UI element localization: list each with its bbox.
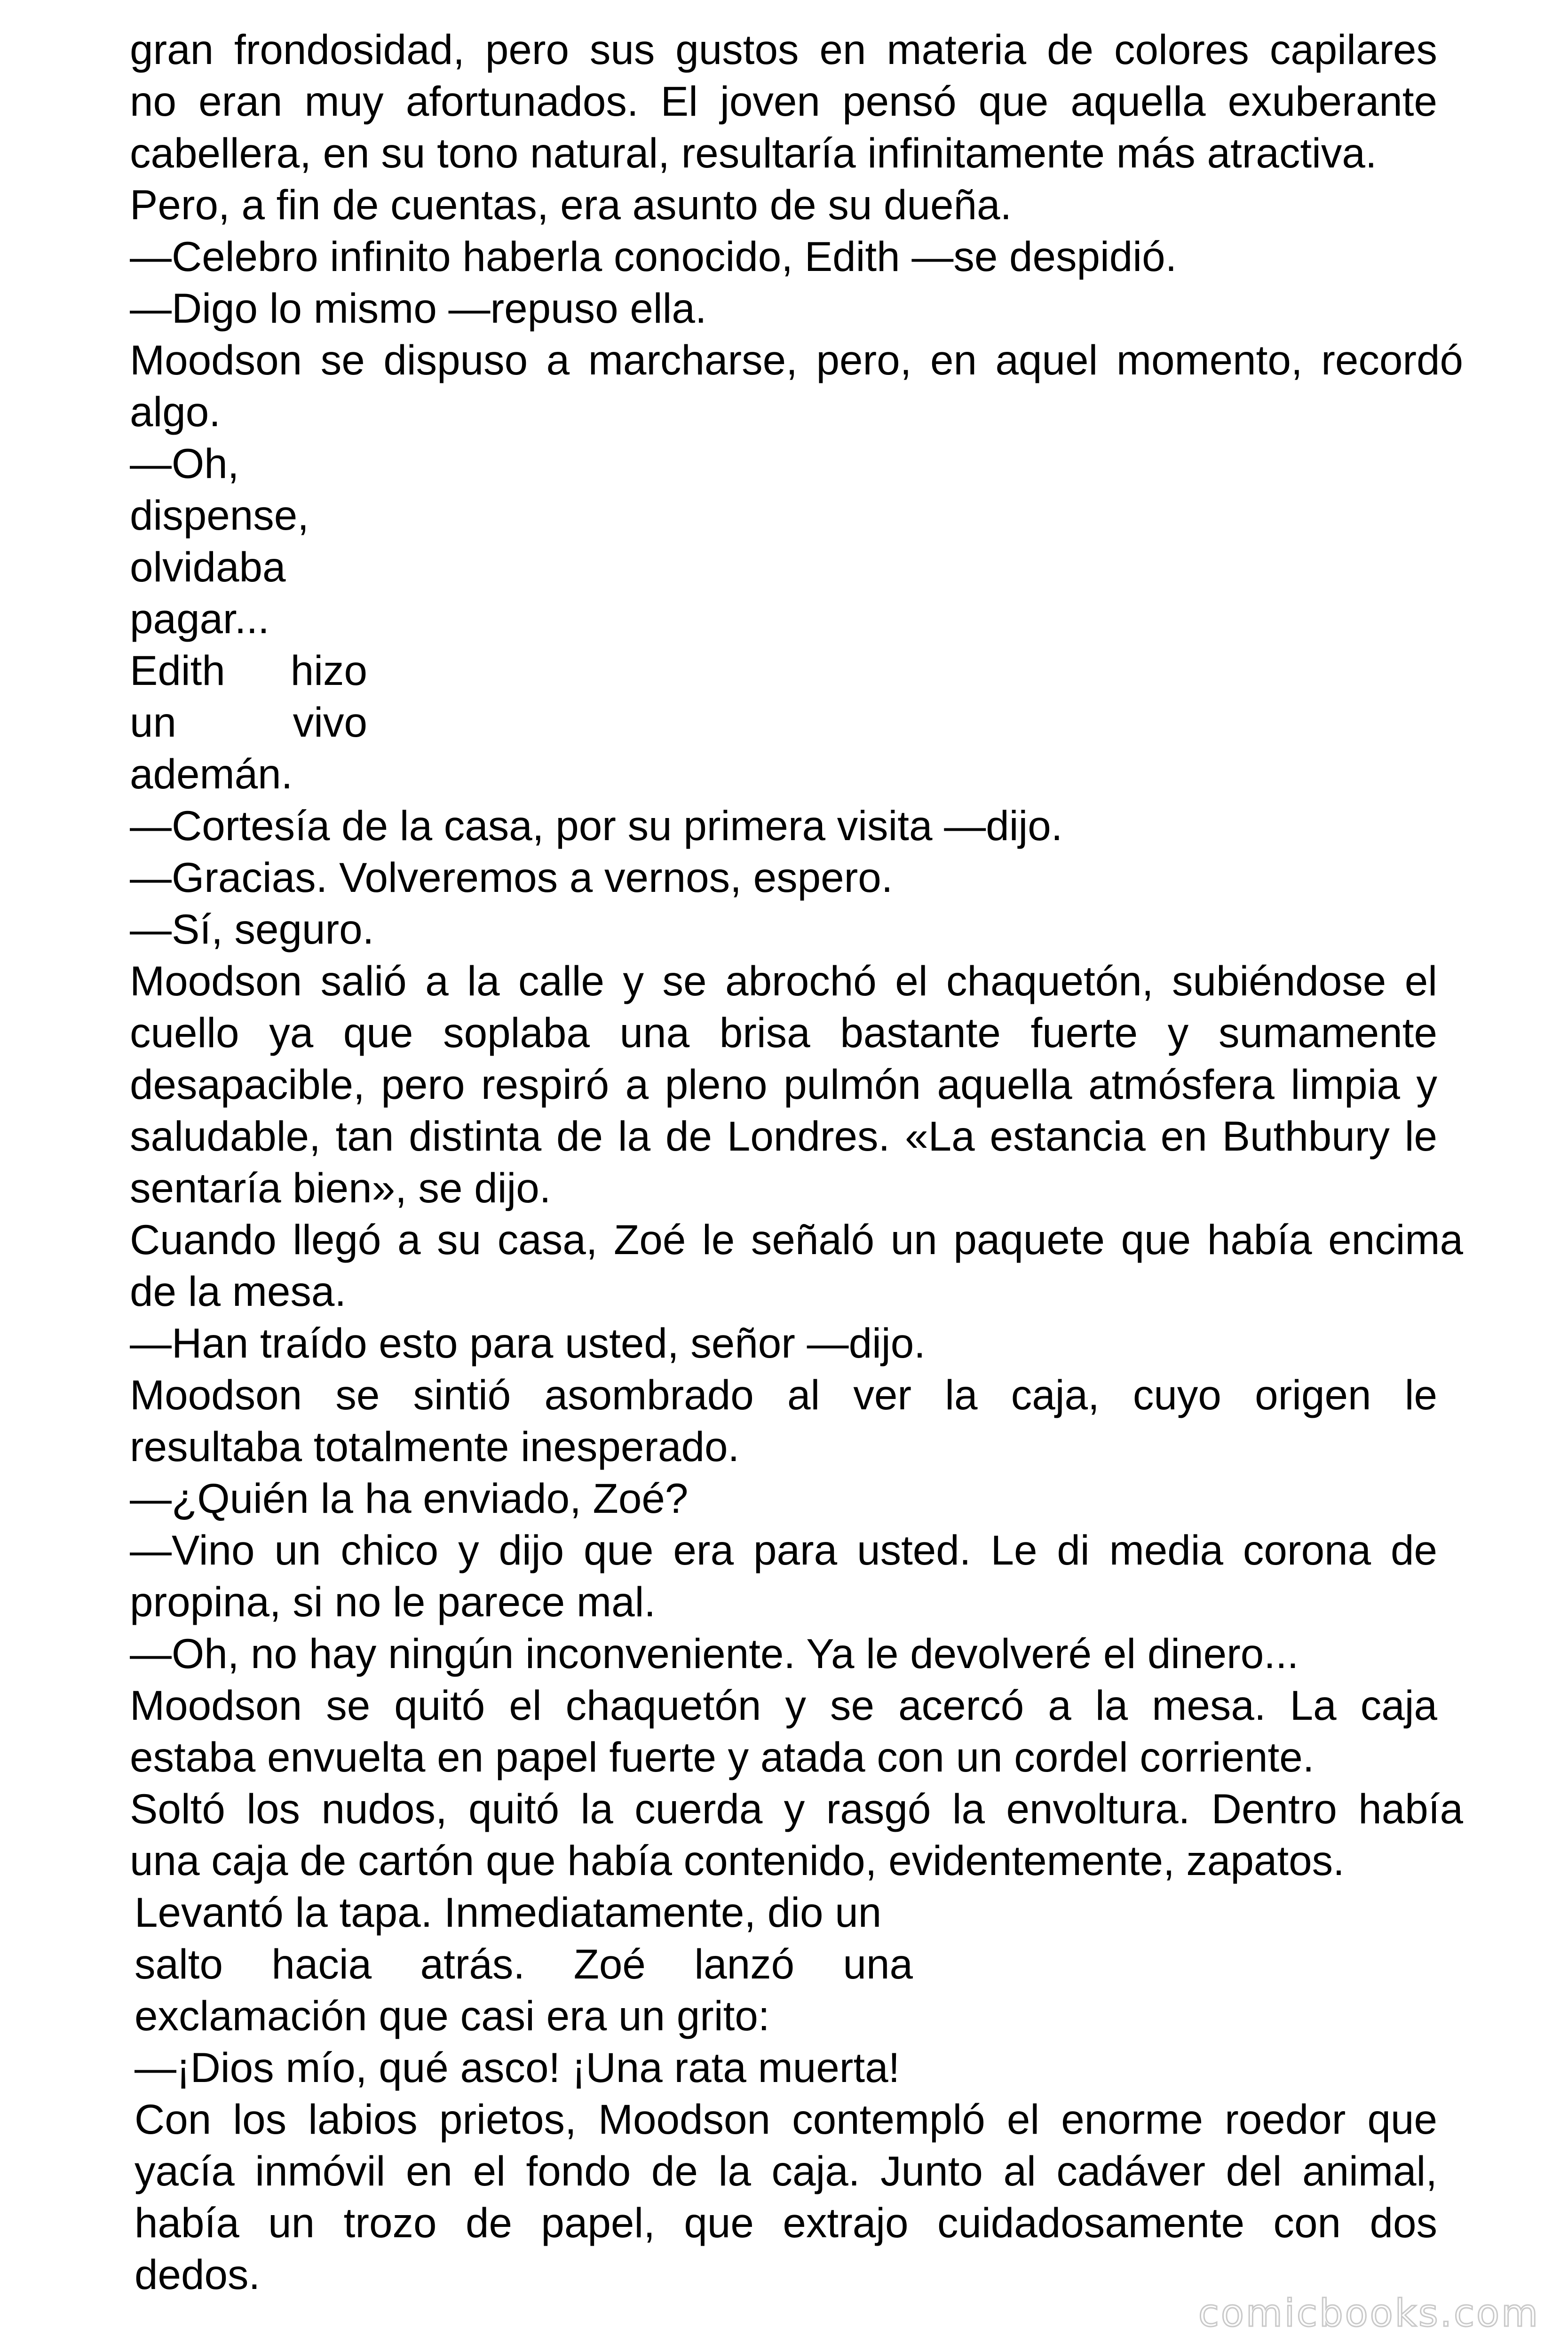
- text-line: —Oh, no hay ningún inconveniente. Ya le devolveré el dinero...: [130, 1630, 1299, 1677]
- text-line: propina, si no le parece mal.: [130, 1578, 656, 1625]
- text-line: Moodson se sintió asombrado al ver la caja, cuyo origen le: [130, 1371, 1437, 1418]
- text-line: había un trozo de papel, que extrajo cuidadosamente con dos: [135, 2199, 1437, 2246]
- text-line: una caja de cartón que había contenido, evidentemente, zapatos.: [130, 1837, 1345, 1884]
- text-line: ademán.: [130, 750, 293, 797]
- text-line: Levantó la tapa. Inmediatamente, dio un: [135, 1889, 882, 1936]
- text-line: Moodson se quitó el chaquetón y se acercó a la mesa. La caja: [130, 1682, 1437, 1729]
- text-line: Con los labios prietos, Moodson contempló el enorme roedor que: [135, 2096, 1437, 2143]
- text-line: dedos.: [135, 2251, 261, 2298]
- text-line: saludable, tan distinta de la de Londres. «La estancia en Buthbury le: [130, 1112, 1437, 1160]
- text-line: —¿Quién la ha enviado, Zoé?: [130, 1475, 689, 1522]
- text-line: —Gracias. Volveremos a vernos, espero.: [130, 854, 893, 901]
- text-line: un vivo: [130, 699, 367, 746]
- text-line: Pero, a fin de cuentas, era asunto de su dueña.: [130, 181, 1012, 228]
- text-line: —Cortesía de la casa, por su primera visita —dijo.: [130, 802, 1063, 849]
- text-line: pagar...: [130, 595, 269, 642]
- text-line: —Oh,: [130, 440, 239, 487]
- watermark-logo: comicbooks.com: [1198, 2291, 1540, 2335]
- body-text: [130, 24, 1463, 2300]
- text-line: cuello ya que soplaba una brisa bastante fuerte y sumamente: [130, 1009, 1437, 1056]
- text-line: —Sí, seguro.: [130, 906, 374, 953]
- text-line: Cuando llegó a su casa, Zoé le señaló un paquete que había encima: [130, 1216, 1463, 1263]
- text-line: sentaría bien», se dijo.: [130, 1164, 551, 1211]
- text-line: Soltó los nudos, quitó la cuerda y rasgó la envoltura. Dentro había: [130, 1785, 1463, 1832]
- text-line: salto hacia atrás. Zoé lanzó una: [135, 1940, 913, 1987]
- text-line: —Han traído esto para usted, señor —dijo.: [130, 1319, 926, 1367]
- text-line: Moodson salió a la calle y se abrochó el chaquetón, subiéndose el: [130, 957, 1437, 1004]
- text-line: —¡Dios mío, qué asco! ¡Una rata muerta!: [135, 2044, 900, 2091]
- text-line: —Celebro infinito haberla conocido, Edith —se despidió.: [130, 233, 1177, 280]
- text-line: cabellera, en su tono natural, resultaría infinitamente más atractiva.: [130, 129, 1377, 176]
- text-line: exclamación que casi era un grito:: [135, 1992, 770, 2039]
- text-line: desapacible, pero respiró a pleno pulmón aquella atmósfera limpia y: [130, 1061, 1437, 1108]
- text-line: resultaba totalmente inesperado.: [130, 1423, 740, 1470]
- text-line: algo.: [130, 388, 221, 435]
- text-line: estaba envuelta en papel fuerte y atada con un cordel corriente.: [130, 1733, 1315, 1780]
- text-line: no eran muy afortunados. El joven pensó que aquella exuberante: [130, 78, 1437, 125]
- text-line: Moodson se dispuso a marcharse, pero, en aquel momento, recordó: [130, 336, 1463, 383]
- text-line: —Vino un chico y dijo que era para usted. Le di media corona de: [130, 1526, 1437, 1573]
- text-line: de la mesa.: [130, 1268, 347, 1315]
- text-line: dispense,: [130, 492, 309, 539]
- text-line: gran frondosidad, pero sus gustos en materia de colores capilares: [130, 26, 1437, 73]
- text-line: Edith hizo: [130, 647, 367, 694]
- text-line: yacía inmóvil en el fondo de la caja. Junto al cadáver del animal,: [135, 2147, 1437, 2194]
- text-line: —Digo lo mismo —repuso ella.: [130, 285, 707, 332]
- text-line: olvidaba: [130, 543, 286, 590]
